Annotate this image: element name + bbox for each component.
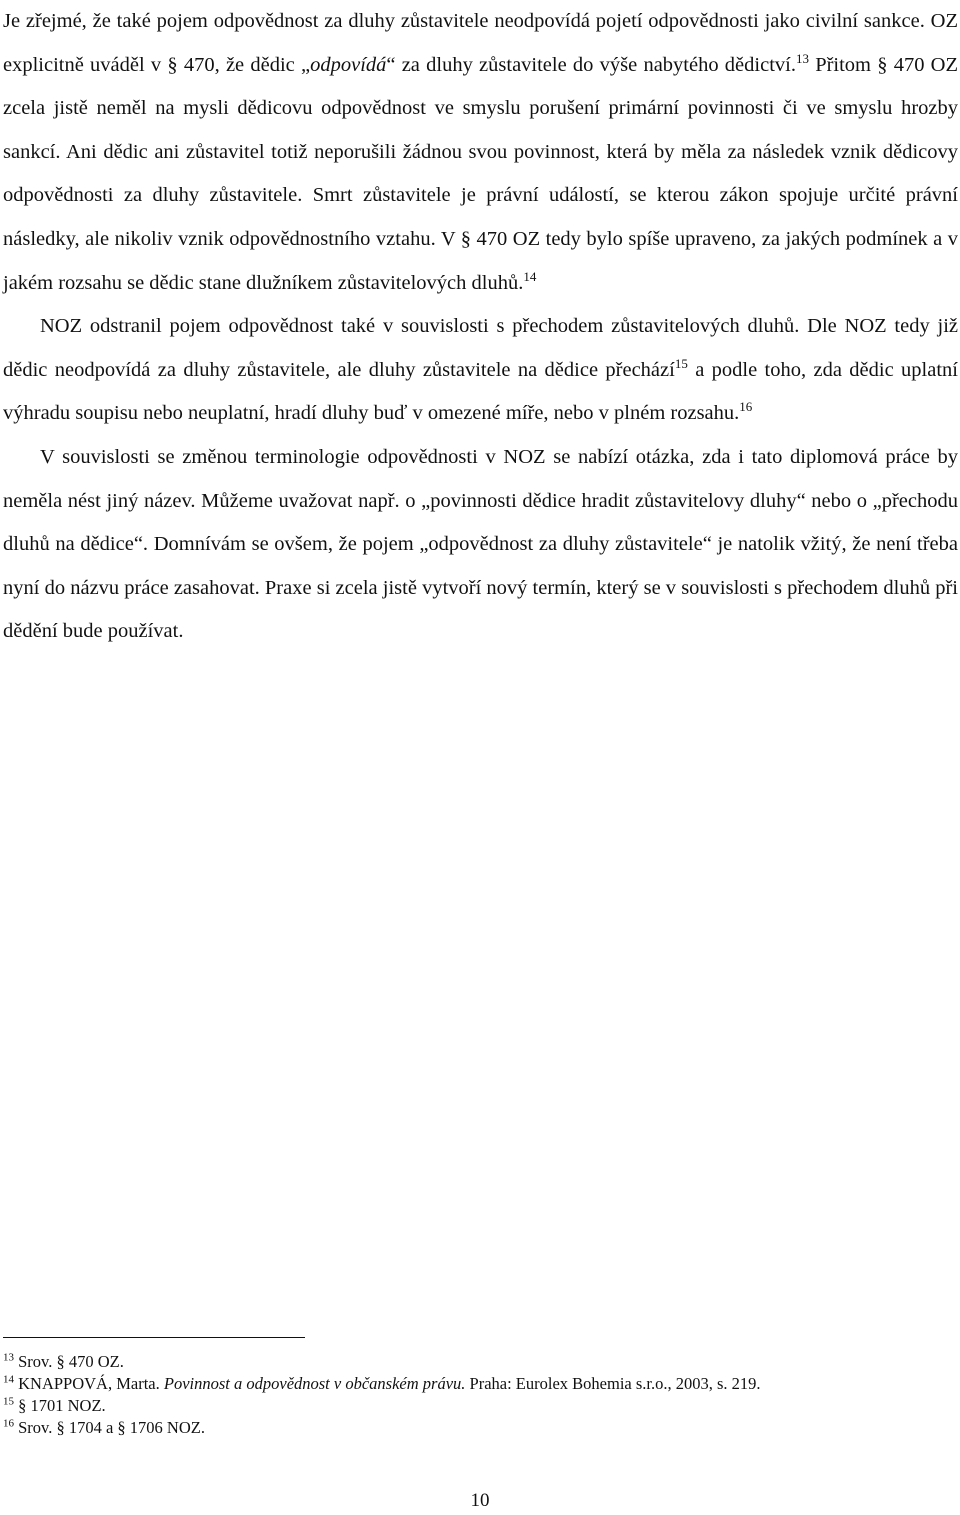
footnote-text: Srov. § 470 OZ. [14,1352,124,1371]
footnote-text: § 1701 NOZ. [14,1396,106,1415]
italic-term: odpovídá [310,53,387,76]
footnote-title: Povinnost a odpovědnost v občanském právu. [163,1374,466,1393]
footnote-separator [3,1337,305,1338]
paragraph-2 [3,305,958,436]
footnote-number: 15 [3,1395,14,1408]
footnote-15 [3,1395,958,1417]
paragraph-text: Je zřejmé, že také pojem odpovědnost za dluhy zůstavitele neodpovídá pojetí odpovědnosti jako civilní sankce. OZ explicitně uváděl v § 470, že dědic „ [3,10,958,76]
paragraph-text: Přitom § 470 OZ zcela jistě neměl na mysli dědicovu odpovědnost ve smyslu porušení primární povinnosti či ve smyslu hrozby sankcí. Ani dědic ani zůstavitel totiž neporušili žádnou svou povinnost, která by měla za následek vznik dědicovy odpovědnosti za dluhy zůstavitele. Smrt zůstavitele je právní událostí, se kterou zákon spojuje určité právní následky, ale nikoliv vznik odpovědnostního vztahu. V § 470 OZ tedy bylo spíše upraveno, za jakých podmínek a v jakém rozsahu se dědic stane dlužníkem zůstavitelových dluhů. [3,53,958,294]
footnote-text: Praha: Eurolex Bohemia s.r.o., 2003, s. 219. [465,1374,761,1393]
body-text [3,0,958,654]
footnote-number: 13 [3,1351,14,1364]
page-number: 10 [470,1490,490,1511]
footnote-number: 14 [3,1373,14,1386]
footnote-ref[interactable]: 14 [523,268,537,284]
paragraph-text: “ za dluhy zůstavitele do výše nabytého dědictví. [386,53,796,76]
footnote-number: 16 [3,1417,14,1430]
footnote-ref[interactable]: 16 [739,399,753,415]
paragraph-text: NOZ odstranil pojem odpovědnost také v souvislosti s přechodem zůstavitelových dluhů. Dle NOZ tedy již dědic neodpovídá za dluhy zůstavitele, ale dluhy zůstavitele na dědice přechází [3,315,958,381]
footnote-13 [3,1351,958,1373]
footnotes [3,1351,958,1439]
footnote-text: Srov. § 1704 a § 1706 NOZ. [14,1418,205,1437]
footnote-ref[interactable]: 13 [795,50,809,66]
footnote-text: KNAPPOVÁ, Marta. [14,1374,164,1393]
paragraph-text: a podle toho, zda dědic uplatní výhradu soupisu nebo neuplatní, hradí dluhy buď v omezené míře, nebo v plném rozsahu. [3,358,958,425]
paragraph-1 [3,0,958,305]
footnote-ref[interactable]: 15 [674,355,688,371]
footnote-16 [3,1417,958,1439]
footnote-14 [3,1373,958,1395]
paragraph-3: V souvislosti se změnou terminologie odpovědnosti v NOZ se nabízí otázka, zda i tato diplomová práce by neměla nést jiný název. Můžeme uvažovat např. o „povinnosti dědice hradit zůstavitelovy dluhy“ nebo o „přechodu dluhů na dědice“. Domnívám se ovšem, že pojem „odpovědnost za dluhy zůstavitele“ je natolik vžitý, že není třeba nyní do názvu práce zasahovat. Praxe si zcela jistě vytvoří nový termín, který se v souvislosti s přechodem dluhů při dědění bude používat. [3,445,958,643]
